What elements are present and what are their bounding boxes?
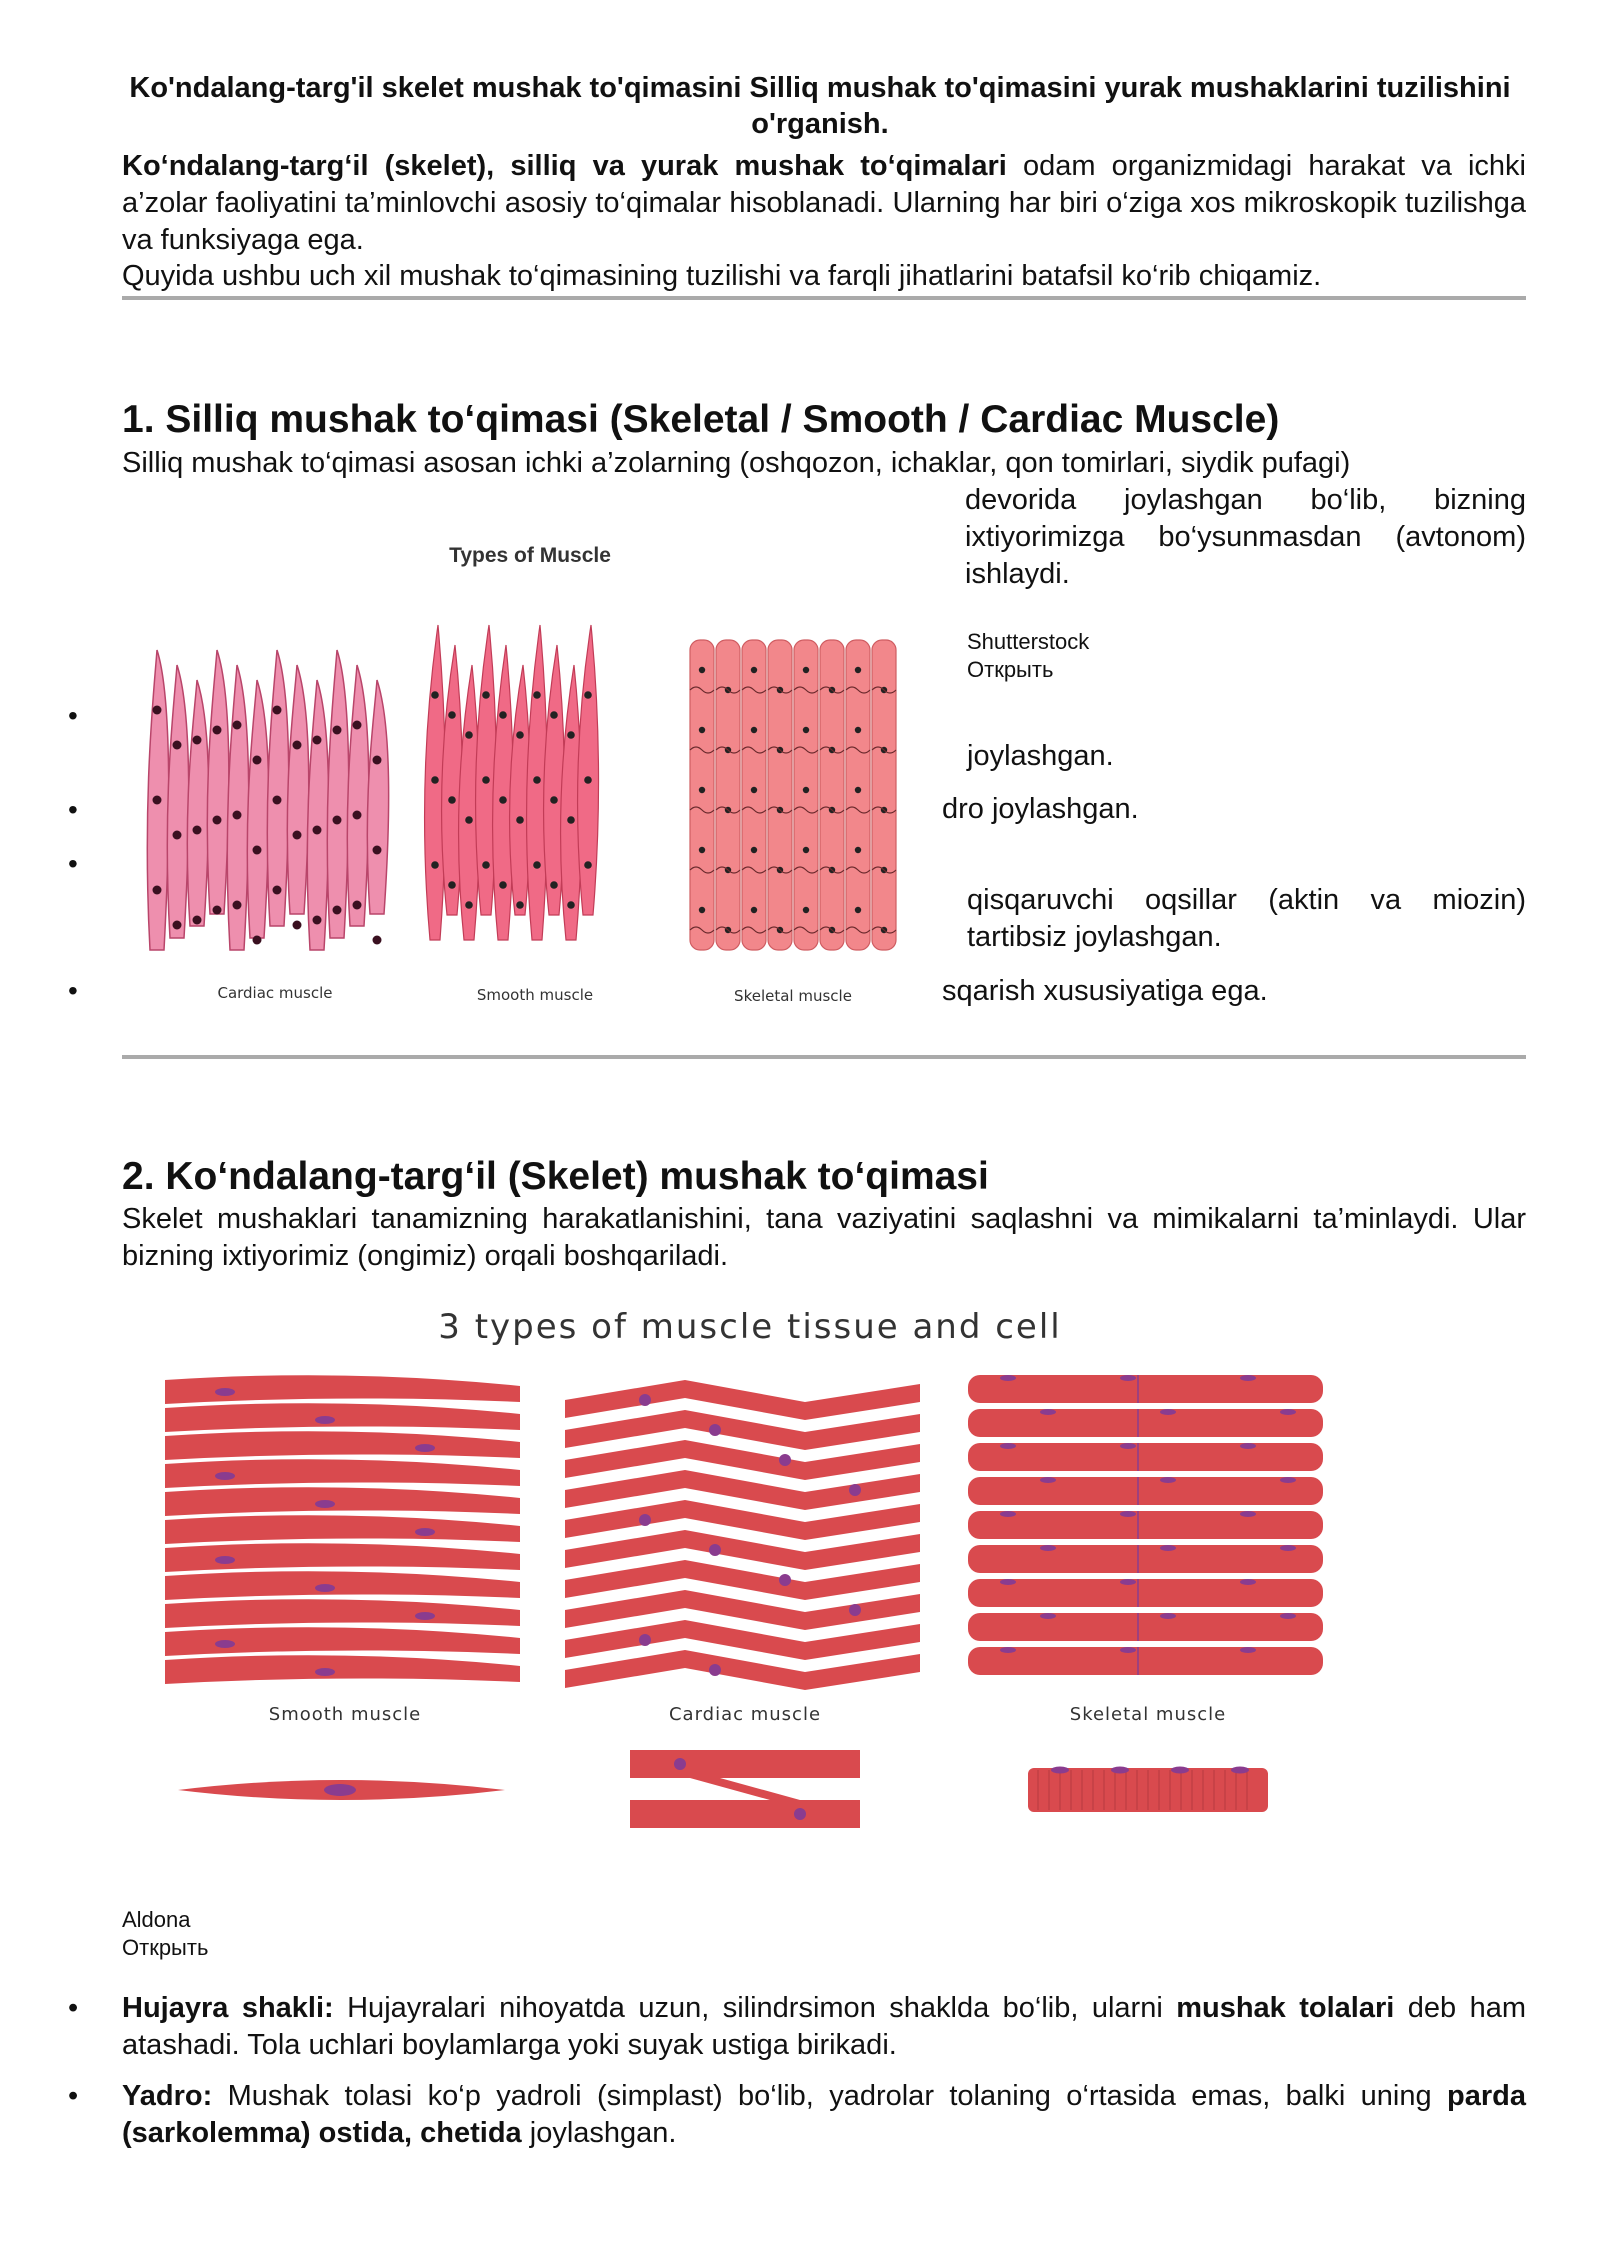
intro-bold: Ko‘ndalang-targ‘il (skelet), silliq va yurak mushak to‘qimalari [122, 150, 1007, 182]
types-of-muscle-figure [130, 540, 930, 1010]
bullet: • [68, 848, 78, 879]
text-fragment: sqarish xususiyatiga ega. [942, 975, 1268, 1007]
cardiac-tissue-panel [565, 1370, 920, 1690]
section-1-lead: Silliq mushak to‘qimasi asosan ichki a’zolarning (oshqozon, ichaklar, qon tomirlari, siydik pufagi) [122, 447, 1351, 479]
intro-text: odam organizmidagi harakat va ichki a’zolar faoliyatini ta’minlovchi asosiy to‘qimalar hisoblanadi. Ularning har biri o‘ziga xos mikroskopik tuzilishga va funksiyaga ega. [122, 150, 1526, 256]
item-bold-text: mushak tolalari [1176, 1992, 1395, 2024]
item-text: Mushak tolasi ko‘p yadroli (simplast) bo‘lib, yadrolar tolaning o‘rtasida emas, balki uning [212, 2080, 1448, 2112]
bullet: • [68, 2080, 79, 2112]
caption-skeletal: Skeletal muscle [1069, 1704, 1227, 1725]
section-1-side-text: devorida joylashgan bo‘lib, bizning ixtiyorimizga bo‘ysunmasdan (avtonom) ishlaydi. [965, 484, 1526, 590]
item-text: Hujayralari nihoyatda uzun, silindrsimon shaklda bo‘lib, ularni [333, 1992, 1177, 2024]
caption-cardiac: Cardiac muscle [217, 984, 333, 1002]
figure-title: Types of Muscle [449, 544, 611, 567]
cardiac-muscle-illustration [147, 650, 388, 950]
caption-skeletal: Skeletal muscle [734, 987, 852, 1005]
item-text: joylashgan. [521, 2117, 677, 2149]
section-1-heading: 1. Silliq mushak to‘qimasi (Skeletal / Smooth / Cardiac Muscle) [122, 398, 1280, 441]
skeletal-tissue-panel [968, 1370, 1323, 1680]
list-item [68, 1990, 1526, 2064]
item-text: deb ham atashadi. Tola uchlari boylamlarga yoki suyak ustiga birikadi. [122, 1992, 1526, 2061]
section-2-lead: Skelet mushaklari tanamizning harakatlanishini, tana vaziyatini saqlashni va mimikalarni ta’minlaydi. Ular bizning ixtiyorimiz (ongimiz) orqali boshqariladi. [122, 1203, 1526, 1272]
divider [122, 1055, 1526, 1059]
page-title: Ko'ndalang-targ'il skelet mushak to'qimasini Silliq mushak to'qimasini yurak mushaklarini tuzilishini o'rganish. [129, 72, 1511, 140]
intro-paragraph [122, 148, 1526, 259]
bullet: • [68, 700, 78, 731]
bullet: • [68, 975, 78, 1006]
section-2-heading: 2. Ko‘ndalang-targ‘il (Skelet) mushak to‘qimasi [122, 1155, 989, 1198]
skeletal-cell [1028, 1767, 1268, 1813]
smooth-muscle-illustration [425, 625, 599, 940]
muscle-tissue-types-figure [160, 1300, 1330, 1860]
open-link[interactable]: Открыть [122, 1935, 209, 1960]
caption-smooth: Smooth muscle [268, 1704, 422, 1725]
list-item [68, 2078, 1526, 2152]
figure-title: 3 types of muscle tissue and cell [438, 1307, 1062, 1347]
item-bold-text: parda (sarkolemma) ostida, chetida [122, 2080, 1526, 2149]
caption-smooth: Smooth muscle [476, 986, 594, 1004]
image-credit: Shutterstock [967, 629, 1090, 654]
caption-cardiac: Cardiac muscle [668, 1704, 822, 1725]
text-fragment: joylashgan. [967, 740, 1114, 772]
text-fragment: dro joylashgan. [942, 793, 1139, 825]
text-fragment: qisqaruvchi oqsillar (aktin va miozin) tartibsiz joylashgan. [967, 884, 1526, 953]
divider [122, 296, 1526, 300]
properties-list [68, 1990, 1526, 2166]
smooth-tissue-panel [165, 1370, 520, 1684]
item-label: Hujayra shakli: [122, 1992, 334, 2024]
item-label: Yadro: [122, 2080, 213, 2112]
open-link[interactable]: Открыть [967, 657, 1054, 682]
bullet: • [68, 794, 78, 825]
skeletal-muscle-illustration [690, 640, 896, 950]
cardiac-cell [630, 1750, 860, 1828]
smooth-cell [178, 1780, 505, 1800]
bullet: • [68, 1992, 79, 2024]
intro-paragraph-2: Quyida ushbu uch xil mushak to‘qimasining tuzilishi va farqli jihatlarini batafsil ko‘rib chiqamiz. [122, 260, 1322, 292]
image-credit: Aldona [122, 1907, 191, 1932]
